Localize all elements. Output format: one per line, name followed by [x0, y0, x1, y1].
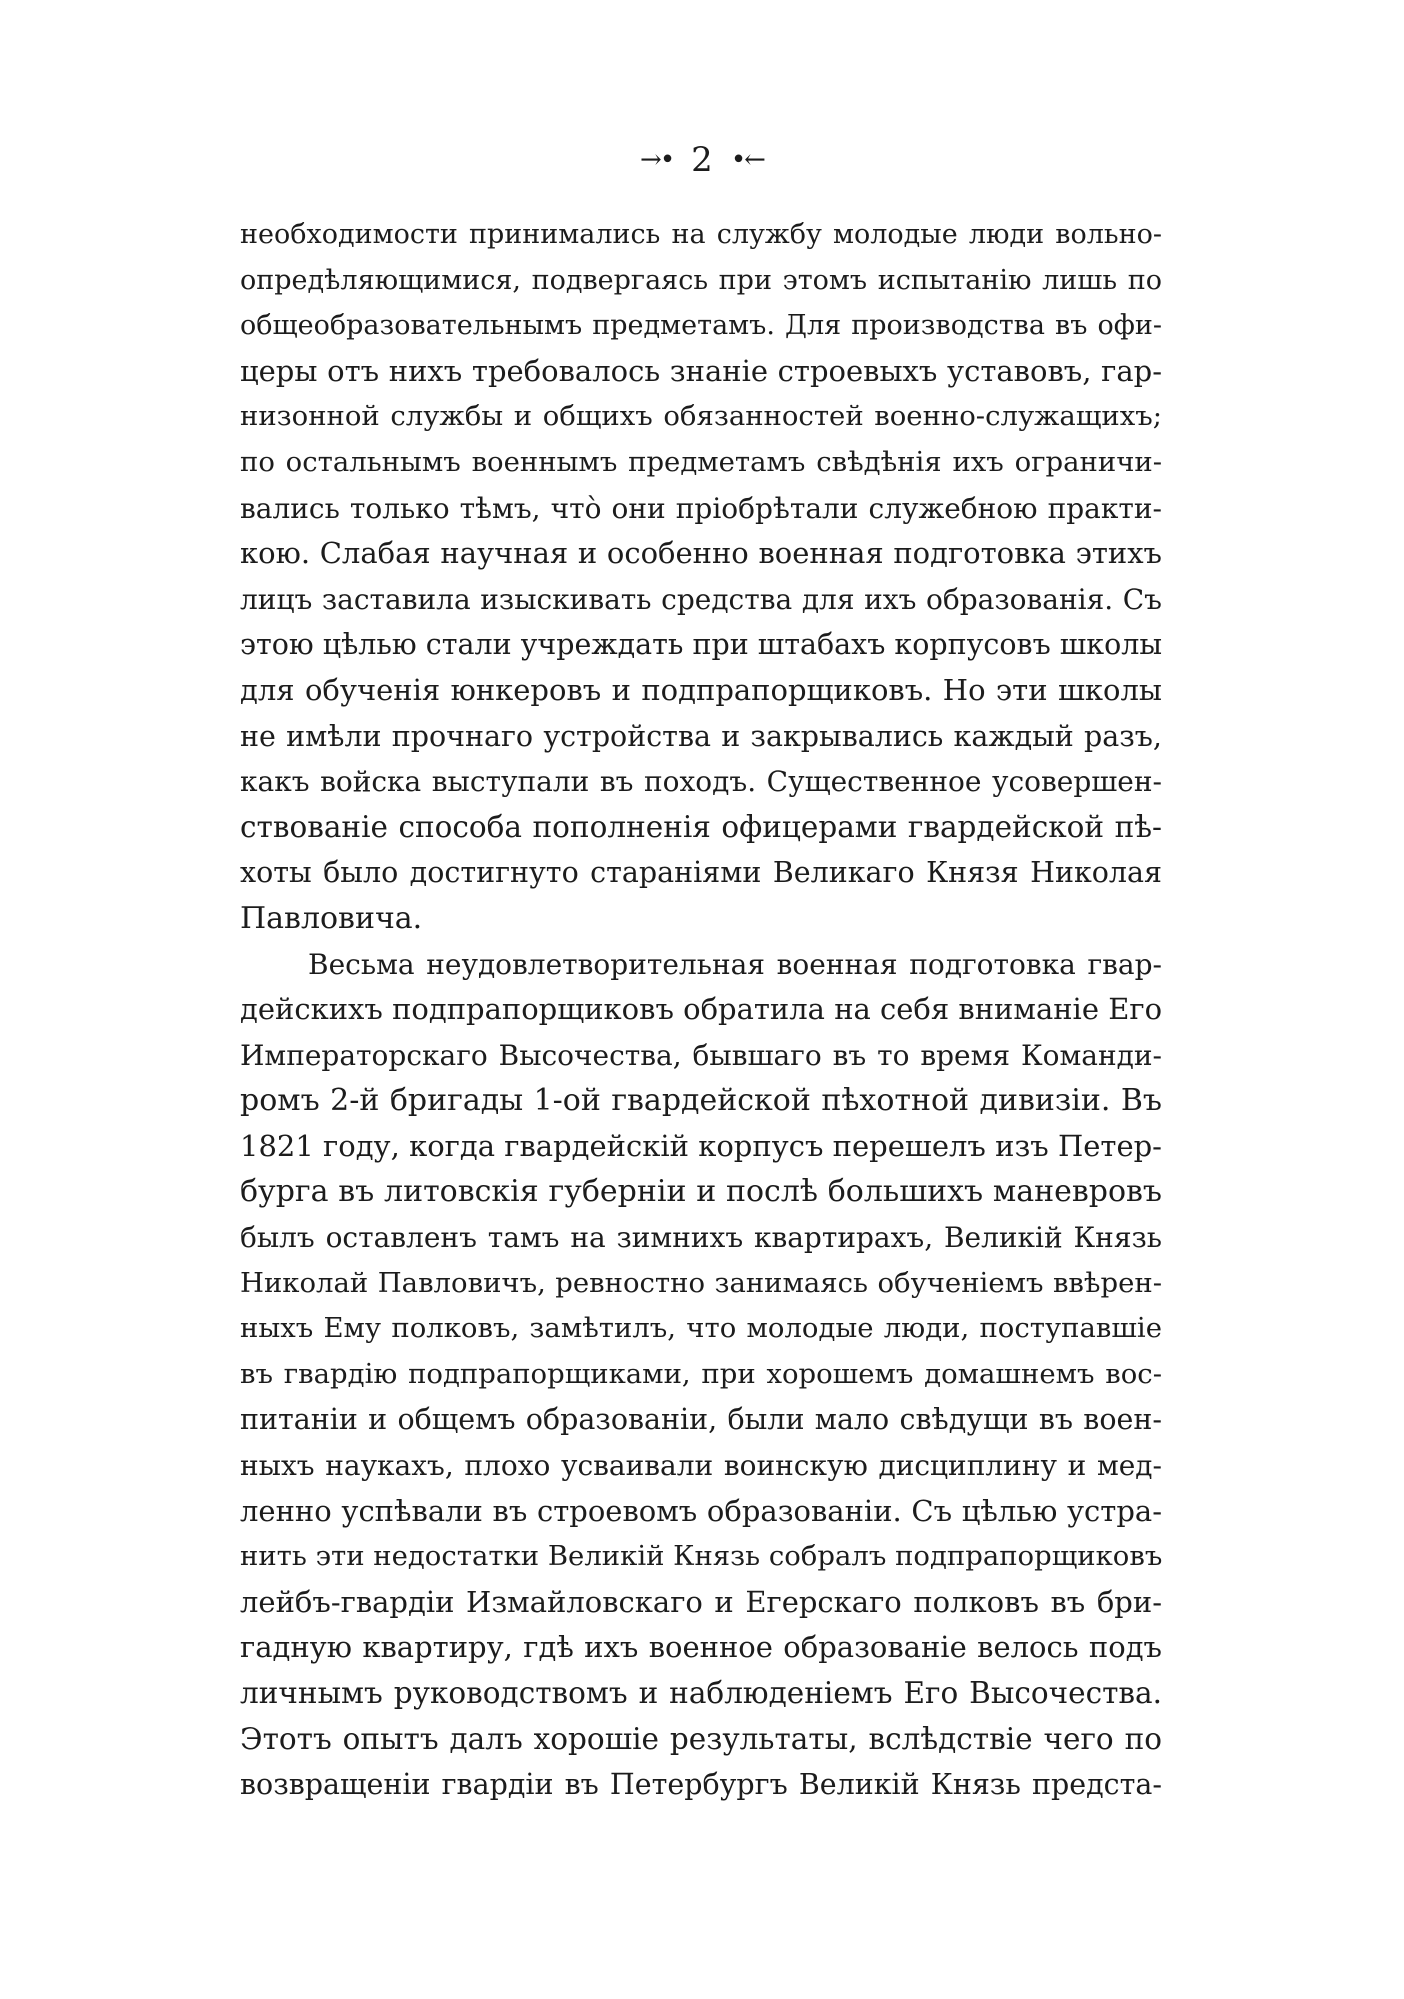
- text-line: ствованіе способа пополненія офицерами гвардейской пѣ-: [240, 809, 1162, 844]
- text-line: какъ войска выступали въ походъ. Существенное усовершен-: [240, 765, 1162, 799]
- text-line: лицъ заставила изыскивать средства для ихъ образованія. Съ: [240, 582, 1162, 616]
- page-header: [0, 140, 1404, 180]
- text-line: не имѣли прочнаго устройства и закрывались каждый разъ,: [240, 719, 1162, 753]
- text-line: личнымъ руководствомъ и наблюденіемъ Его Высочества.: [240, 1676, 1162, 1710]
- text-line: вались только тѣмъ, что̀ они пріобрѣтали служебною практи-: [240, 491, 1162, 525]
- text-line: для обученія юнкеровъ и подпрапорщиковъ. Но эти школы: [240, 672, 1162, 707]
- text-line: ныхъ Ему полковъ, замѣтилъ, что молодые люди, поступавшіе: [240, 1312, 1162, 1345]
- text-line: церы отъ нихъ требовалось знаніе строевыхъ уставовъ, гар-: [240, 353, 1162, 388]
- text-line: ромъ 2-й бригады 1-ой гвардейской пѣхотной дивизіи. Въ: [240, 1083, 1162, 1119]
- text-line: бурга въ литовскія губерніи и послѣ большихъ маневровъ: [240, 1174, 1162, 1210]
- text-line: дейскихъ подпрапорщиковъ обратила на себя вниманіе Его: [240, 992, 1163, 1027]
- page-number: 2: [691, 140, 713, 180]
- text-line: въ гвардію подпрапорщиками, при хорошемъ домашнемъ вос-: [240, 1357, 1162, 1390]
- text-line: по остальнымъ военнымъ предметамъ свѣдѣнія ихъ ограничи-: [240, 445, 1162, 478]
- left-ornament-icon: →•: [640, 145, 674, 175]
- right-ornament-icon: •←: [730, 145, 764, 175]
- text-line: низонной службы и общихъ обязанностей военно-служащихъ;: [240, 400, 1162, 433]
- text-line: лейбъ-гвардіи Измайловскаго и Егерскаго полковъ въ бри-: [240, 1584, 1162, 1619]
- text-line: 1821 году, когда гвардейскій корпусъ перешелъ изъ Петер-: [240, 1128, 1162, 1163]
- text-line: ныхъ наукахъ, плохо усваивали воинскую дисциплину и мед-: [240, 1449, 1162, 1483]
- text-line: опредѣляющимися, подвергаясь при этомъ испытанію лишь по: [240, 264, 1162, 296]
- text-line: нить эти недостатки Великій Князь собралъ подпрапорщиковъ: [240, 1540, 1163, 1573]
- text-line: возвращеніи гвардіи въ Петербургъ Великій Князь предста-: [240, 1768, 1162, 1802]
- text-line: ленно успѣвали въ строевомъ образованіи. Съ цѣлью устра-: [240, 1493, 1162, 1528]
- text-line: питаніи и общемъ образованіи, были мало свѣдущи въ воен-: [240, 1403, 1162, 1437]
- paragraph: [240, 942, 1162, 1808]
- text-line: Императорскаго Высочества, бывшаго въ то время Команди-: [240, 1038, 1162, 1072]
- text-line: Весьма неудовлетворительная военная подготовка гвар-: [308, 947, 1162, 981]
- text-line: Павловича.: [240, 900, 423, 936]
- paragraph: [240, 212, 1162, 942]
- body-text: [240, 212, 1162, 1808]
- text-line: общеобразовательнымъ предметамъ. Для производства въ офи-: [240, 310, 1162, 342]
- text-line: гадную квартиру, гдѣ ихъ военное образованіе велось подъ: [240, 1630, 1162, 1665]
- text-line: хоты было достигнуто стараніями Великаго Князя Николая: [240, 856, 1162, 890]
- text-line: былъ оставленъ тамъ на зимнихъ квартирахъ, Великій Князь: [240, 1221, 1162, 1255]
- text-line: необходимости принимались на службу молодые люди вольно-: [240, 219, 1162, 250]
- text-line: этою цѣлью стали учреждать при штабахъ корпусовъ школы: [240, 628, 1163, 662]
- text-line: Николай Павловичъ, ревностно занимаясь обученіемъ ввѣрен-: [240, 1266, 1162, 1299]
- text-line: Этотъ опытъ далъ хорошіе результаты, вслѣдствіе чего по: [240, 1721, 1162, 1756]
- text-line: кою. Слабая научная и особенно военная подготовка этихъ: [240, 536, 1162, 571]
